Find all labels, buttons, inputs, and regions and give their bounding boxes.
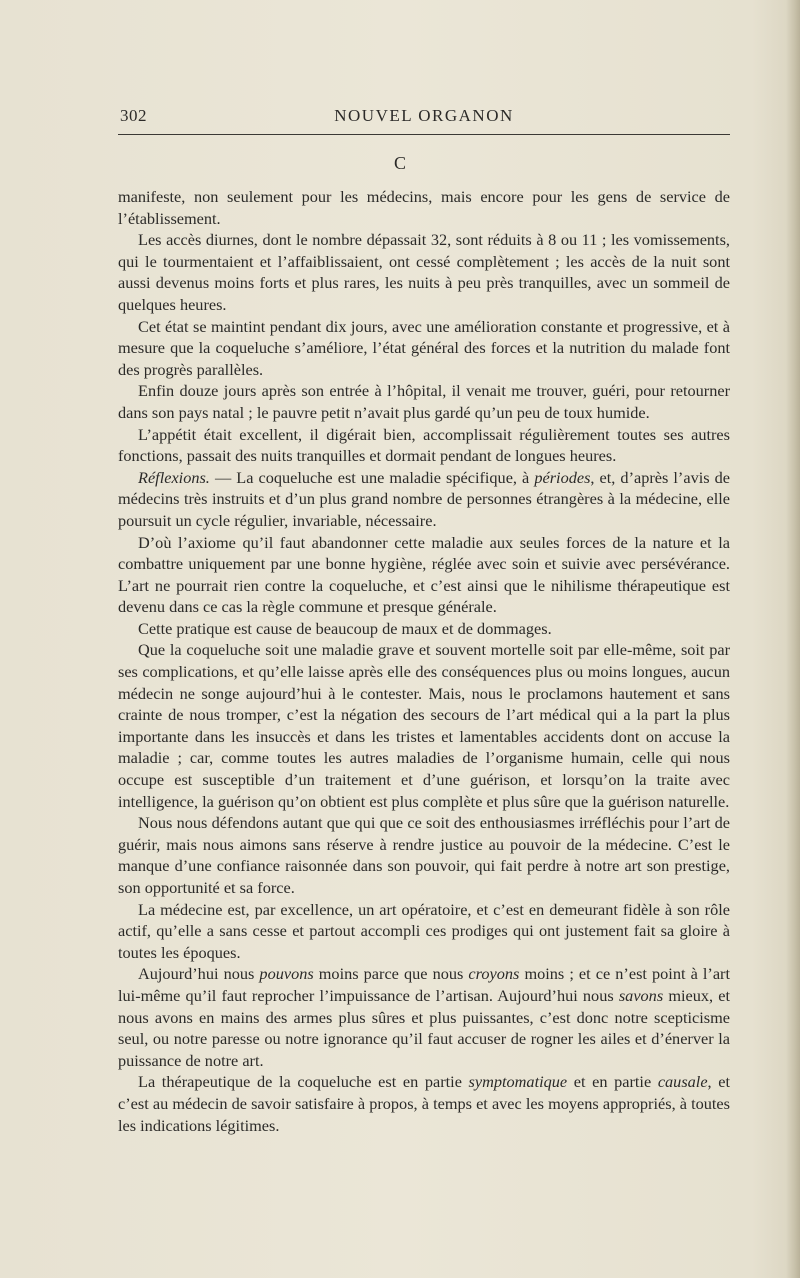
paragraph-1: manifeste, non seulement pour les médecins, mais encore pour les gens de service de l’établissement.	[118, 187, 730, 228]
paragraph-13	[118, 1071, 730, 1136]
paragraph-13-part-b: et en partie	[567, 1072, 658, 1092]
paragraph-6-part-b: , et, d’après l’avis de médecins très instruits et d’un plus grand nombre de personnes étrangères à la médecine, elle poursuit un cycle régulier, invariable, nécessaire.	[118, 467, 731, 530]
paragraph-12-italic-a: pouvons	[259, 964, 314, 984]
paragraph-3: Cet état se maintint pendant dix jours, avec une amélioration constante et progressive, et à mesure que la coqueluche s’améliore, l’état général des forces et la nutrition du malade font des progrès parallèles.	[118, 316, 730, 379]
paragraph-8: Cette pratique est cause de beaucoup de maux et de dommages.	[138, 618, 552, 638]
reflexions-heading: Réflexions.	[138, 467, 210, 487]
paragraph-13-part-c: , et c’est au médecin de savoir satisfaire à propos, à temps et avec les moyens appropriés, à toutes les indications légitimes.	[118, 1072, 730, 1135]
paragraph-12-italic-b: croyons	[468, 964, 520, 984]
paragraph-13-part-a: La thérapeutique de la coqueluche est en partie	[138, 1072, 469, 1092]
body-text	[118, 186, 730, 1136]
paragraph-12	[118, 963, 730, 1071]
paragraph-10: Nous nous défendons autant que qui que ce soit des enthousiasmes irréfléchis pour l’art de guérir, mais nous aimons sans réserve à rendre justice au pouvoir de la médecine. C’est le manque d’une confiance raisonnée dans son pouvoir, qui fait perdre à notre art son prestige, son opportunité et sa force.	[118, 813, 730, 897]
paragraph-13-italic-b: causale	[657, 1072, 708, 1092]
paragraph-9: Que la coqueluche soit une maladie grave et souvent mortelle soit par elle-même, soit par ses complications, et qu’elle laisse après elle des conséquences plus ou moins longues, aucun médecin ne songe aujourd’hui à le contester. Mais, nous le proclamons hautement et sans crainte de nous tromper, c’est la négation des secours de l’art médical qui a la part la plus importante dans les insuccès et dans les tristes et lamentables accidents dont on accuse la maladie ; car, comme toutes les autres maladies de l’organisme humain, celle qui nous occupe est susceptible d’un traitement et d’une guérison, et lorsqu’on la traite avec intelligence, la guérison qu’on obtient est plus complète et plus sûre que la guérison naturelle.	[118, 640, 730, 811]
running-title: NOUVEL ORGANON	[334, 106, 514, 125]
section-mark: C	[393, 153, 406, 173]
header-rule	[118, 134, 730, 135]
paragraph-7: D’où l’axiome qu’il faut abandonner cette maladie aux seules forces de la nature et la combattre uniquement par une bonne hygiène, réglée avec soin et suivie avec persévérance. L’art ne pourrait rien contre la coqueluche, et c’est ainsi que le nihilisme thérapeutique est devenu dans ce cas la règle commune et presque générale.	[118, 532, 730, 617]
paragraph-6-italic-a: périodes	[534, 467, 591, 487]
running-header	[118, 106, 730, 128]
paragraph-6	[118, 467, 730, 532]
paragraph-11: La médecine est, par excellence, un art opératoire, et c’est en demeurant fidèle à son rôle actif, qu’elle a sans cesse et partout accompli ces prodiges qui ont justement fait sa gloire à toutes les époques.	[118, 899, 730, 962]
paragraph-13-italic-a: symptomatique	[468, 1072, 568, 1092]
page-number: 302	[120, 106, 147, 125]
paragraph-12-part-d: mieux, et nous avons en mains des armes plus sûres et plus puissantes, c’est donc notre scepticisme seul, ou notre paresse ou notre ignorance qu’il faut accuser de rogner les ailes et d’énerver la puissance de notre art.	[118, 985, 731, 1070]
paragraph-12-part-c: moins ; et ce n’est point à l’art lui-même qu’il faut reprocher l’impuissance de l’artisan. Aujourd’hui nous	[118, 964, 730, 1005]
paragraph-2: Les accès diurnes, dont le nombre dépassait 32, sont réduits à 8 ou 11 ; les vomissements, qui le tourmentaient et l’affaiblissaient, ont cessé complètement ; les accès de la nuit sont aussi devenus moins forts et plus rares, les nuits à peu près tranquilles, avec un sommeil de quelques heures.	[118, 230, 730, 314]
paragraph-5: L’appétit était excellent, il digérait bien, accomplissait régulièrement toutes ses autres fonctions, passait des nuits tranquilles et dormait pendant de longues heures.	[118, 424, 730, 466]
paragraph-12-part-b: moins parce que nous	[313, 964, 469, 984]
paragraph-12-italic-c: savons	[618, 985, 664, 1005]
page-edge-shadow	[786, 0, 800, 1278]
paragraph-6-part-a: — La coqueluche est une maladie spécifique, à	[209, 467, 535, 487]
paragraph-4: Enfin douze jours après son entrée à l’hôpital, il venait me trouver, guéri, pour retourner dans son pays natal ; le pauvre petit n’avait plus gardé qu’un peu de toux humide.	[118, 381, 730, 422]
paragraph-12-part-a: Aujourd’hui nous	[138, 964, 260, 984]
